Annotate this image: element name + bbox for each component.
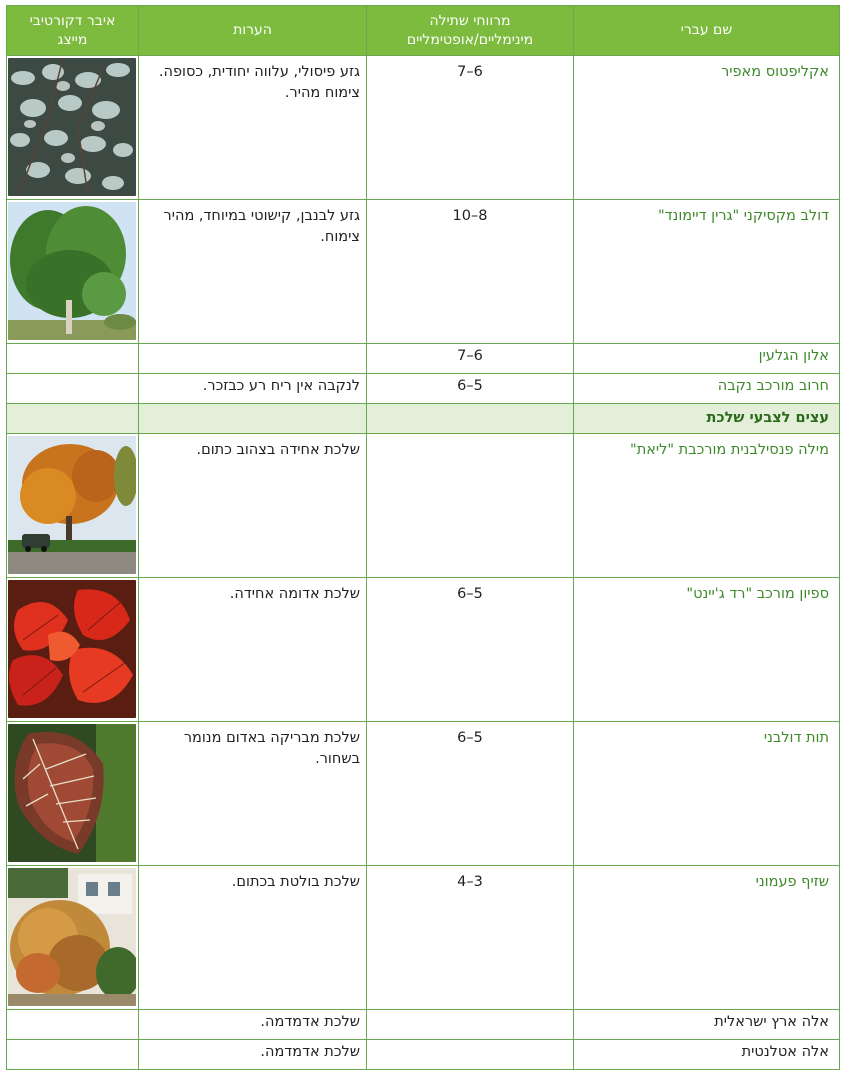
planting-spacing [367,1040,574,1070]
plane-tree-photo [8,202,136,340]
section-row [7,404,840,434]
planting-spacing [367,434,574,578]
image-cell [7,344,139,374]
planting-spacing [367,1010,574,1040]
image-cell [7,200,139,344]
header-row [7,6,840,56]
orange-tree-street-photo [8,436,136,574]
table-row [7,56,840,200]
plant-notes: שלכת מבריקה באדום מנומר בשחור. [139,722,367,866]
section-cell [139,404,367,434]
plant-name: אקליפטוס מאפיר [574,56,840,200]
header-notes: הערות [139,6,367,56]
image-cell [7,722,139,866]
plant-notes: שלכת אדמדמה. [139,1010,367,1040]
plant-notes: גזע לבנבן, קישוטי במיוחד, מהיר צימוח. [139,200,367,344]
image-cell [7,1040,139,1070]
table-row [7,866,840,1010]
plant-notes: שלכת אחידה בצהוב כתום. [139,434,367,578]
section-cell [367,404,574,434]
plant-notes: שלכת בולטת בכתום. [139,866,367,1010]
planting-spacing: 6–7 [367,344,574,374]
image-cell [7,1010,139,1040]
table-row [7,722,840,866]
image-cell [7,374,139,404]
table-row [7,374,840,404]
header-name: שם עברי [574,6,840,56]
plant-notes [139,344,367,374]
red-leaves-photo [8,580,136,718]
plant-notes: גזע פיסולי, עלווה יחודית, כסופה. צימוח מהיר. [139,56,367,200]
eucalyptus-leaves-photo [8,58,136,196]
table-row [7,344,840,374]
table-row [7,578,840,722]
section-title: עצים לצבעי שלכת [574,404,840,434]
image-cell [7,866,139,1010]
image-cell [7,56,139,200]
plant-notes: לנקבה אין ריח רע כבזכר. [139,374,367,404]
mottled-leaf-photo [8,724,136,862]
plant-name: מילה פנסילבנית מורכבת "ליאת" [574,434,840,578]
plant-name: חרוב מורכב נקבה [574,374,840,404]
plant-name: אלה אטלנטית [574,1040,840,1070]
header-spacing: מרווחי שתילה מינימליים/אופטימליים [367,6,574,56]
header-decorative-organ: איבר דקורטיבי מייצג [7,6,139,56]
plant-name: תות דולבני [574,722,840,866]
table-row [7,1010,840,1040]
planting-spacing: 6–7 [367,56,574,200]
plant-name: אלון הגלעין [574,344,840,374]
plant-notes: שלכת אדמדמה. [139,1040,367,1070]
planting-spacing: 5–6 [367,374,574,404]
plants-table [6,5,840,1070]
planting-spacing: 3–4 [367,866,574,1010]
plant-name: ספיון מורכב "רד ג'יינט" [574,578,840,722]
planting-spacing: 5–6 [367,578,574,722]
table-row [7,434,840,578]
autumn-shrub-photo [8,868,136,1006]
plant-name: דולב מקסיקני "גרין דיימונד" [574,200,840,344]
section-cell [7,404,139,434]
plant-name: אלה ארץ ישראלית [574,1010,840,1040]
image-cell [7,434,139,578]
image-cell [7,578,139,722]
planting-spacing: 8–10 [367,200,574,344]
plant-name: שזיף פעמוני [574,866,840,1010]
table-row [7,1040,840,1070]
planting-spacing: 5–6 [367,722,574,866]
plant-notes: שלכת אדומה אחידה. [139,578,367,722]
table-row [7,200,840,344]
